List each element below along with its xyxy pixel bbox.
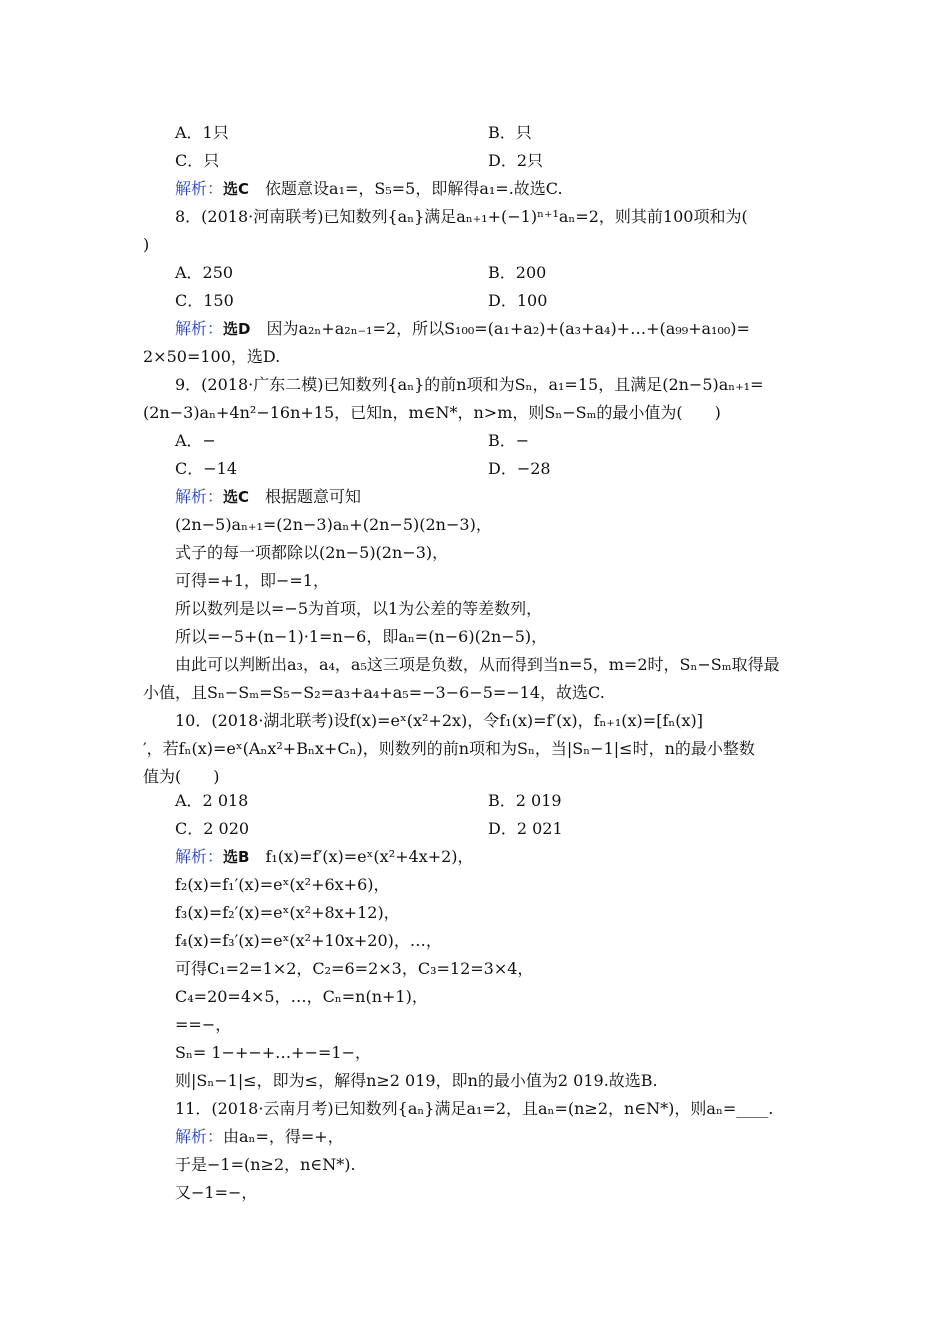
analysis-label: 解析： <box>175 487 224 506</box>
answer-choice: 选C <box>223 488 250 506</box>
q10-analysis-line-5: C₄=20=4×5，…，Cₙ=n(n+1)， <box>175 987 428 1006</box>
q11-analysis <box>175 1127 344 1147</box>
analysis-label: 解析： <box>175 847 224 866</box>
analysis-label: 解析： <box>175 1127 224 1146</box>
analysis-text: 依题意设a₁=，S₅=5，即解得a₁=.故选C. <box>249 179 563 198</box>
q8-analysis-line-2: 2×50=100，选D. <box>143 347 281 366</box>
q7-option-c: C．只 <box>175 151 220 170</box>
analysis-label: 解析： <box>175 319 224 338</box>
q11-analysis-line-1: 于是−1=(n≥2，n∈N*). <box>175 1155 356 1174</box>
analysis-text: f₁(x)=f′(x)=eˣ(x²+4x+2)， <box>249 847 474 866</box>
q8-option-d: D．100 <box>488 291 548 310</box>
q10-stem-line-2: ′，若fₙ(x)=eˣ(Aₙx²+Bₙx+Cₙ)，则数列的前n项和为Sₙ，当|Sₙ−1|≤时，n的最小整数 <box>143 739 755 758</box>
q10-option-d: D．2 021 <box>488 819 563 838</box>
q10-analysis-line-6: ==−， <box>175 1015 232 1034</box>
q9-analysis-line-2: 式子的每一项都除以(2n−5)(2n−3)， <box>175 543 449 562</box>
q9-analysis-line-1: (2n−5)aₙ₊₁=(2n−3)aₙ+(2n−5)(2n−3)， <box>175 515 492 534</box>
q10-option-a: A．2 018 <box>175 791 249 810</box>
q9-stem-line-2: (2n−3)aₙ+4n²−16n+15，已知n，m∈N*，n>m，则Sₙ−Sₘ的最小值为( ) <box>143 403 721 422</box>
q9-option-c: C．−14 <box>175 459 238 478</box>
q9-option-a: A．− <box>175 431 216 450</box>
q9-analysis <box>175 487 361 507</box>
q10-analysis-line-3: f₄(x)=f₃′(x)=eˣ(x²+10x+20)，…， <box>175 931 442 950</box>
q9-analysis-line-5: 所以=−5+(n−1)·1=n−6，即aₙ=(n−6)(2n−5)， <box>175 627 548 646</box>
answer-choice: 选D <box>223 320 251 338</box>
q8-option-a: A．250 <box>175 263 234 282</box>
q8-option-c: C．150 <box>175 291 234 310</box>
q10-stem-line-3: 值为( ) <box>143 767 220 786</box>
answer-choice: 选C <box>223 180 250 198</box>
q9-stem-line-1: 9．(2018·广东二模)已知数列{aₙ}的前n项和为Sₙ，a₁=15，且满足(2n−5)aₙ₊₁= <box>175 375 764 394</box>
q10-analysis-line-2: f₃(x)=f₂′(x)=eˣ(x²+8x+12)， <box>175 903 400 922</box>
q9-option-d: D．−28 <box>488 459 551 478</box>
analysis-text: 根据题意可知 <box>249 487 362 506</box>
q9-analysis-line-3: 可得=+1，即−=1， <box>175 571 329 590</box>
q10-option-b: B．2 019 <box>488 791 562 810</box>
answer-choice: 选B <box>223 848 250 866</box>
q8-analysis <box>175 319 750 339</box>
q10-analysis-line-4: 可得C₁=2=1×2，C₂=6=2×3，C₃=12=3×4， <box>175 959 534 978</box>
q10-analysis-line-7: Sₙ= 1−+−+…+−=1−， <box>175 1043 371 1062</box>
q8-stem-line-2: ) <box>143 235 150 254</box>
q11-analysis-line-2: 又−1=−， <box>175 1183 258 1202</box>
q9-option-b: B．− <box>488 431 530 450</box>
q11-stem: 11．(2018·云南月考)已知数列{aₙ}满足a₁=2，且aₙ=(n≥2，n∈N*)，则aₙ=____. <box>175 1099 774 1118</box>
q10-stem-line-1: 10．(2018·湖北联考)设f(x)=eˣ(x²+2x)，令f₁(x)=f′(x)，fₙ₊₁(x)=[fₙ(x)] <box>175 711 704 730</box>
q10-analysis-line-1: f₂(x)=f₁′(x)=eˣ(x²+6x+6)， <box>175 875 390 894</box>
analysis-text: 由aₙ=，得=+， <box>223 1127 344 1146</box>
analysis-text: 因为a₂ₙ+a₂ₙ₋₁=2，所以S₁₀₀=(a₁+a₂)+(a₃+a₄)+…+(a₉₉+a₁₀₀)= <box>250 319 750 338</box>
q8-stem-line-1: 8．(2018·河南联考)已知数列{aₙ}满足aₙ₊₁+(−1)ⁿ⁺¹aₙ=2，则其前100项和为( <box>175 207 748 226</box>
q9-analysis-line-6: 由此可以判断出a₃，a₄，a₅这三项是负数，从而得到当n=5，m=2时，Sₙ−Sₘ取得最 <box>175 655 780 674</box>
q7-analysis <box>175 179 563 199</box>
q10-option-c: C．2 020 <box>175 819 250 838</box>
analysis-label: 解析： <box>175 179 224 198</box>
q9-analysis-line-4: 所以数列是以=−5为首项，以1为公差的等差数列， <box>175 599 543 618</box>
q7-option-a: A．1只 <box>175 123 229 142</box>
q10-analysis-line-8: 则|Sₙ−1|≤，即为≤，解得n≥2 019，即n的最小值为2 019.故选B. <box>175 1071 658 1090</box>
q8-option-b: B．200 <box>488 263 547 282</box>
q10-analysis <box>175 847 474 867</box>
q7-option-b: B．只 <box>488 123 532 142</box>
q9-analysis-line-7: 小值，且Sₙ−Sₘ=S₅−S₂=a₃+a₄+a₅=−3−6−5=−14，故选C. <box>143 683 605 702</box>
q7-option-d: D．2只 <box>488 151 544 170</box>
